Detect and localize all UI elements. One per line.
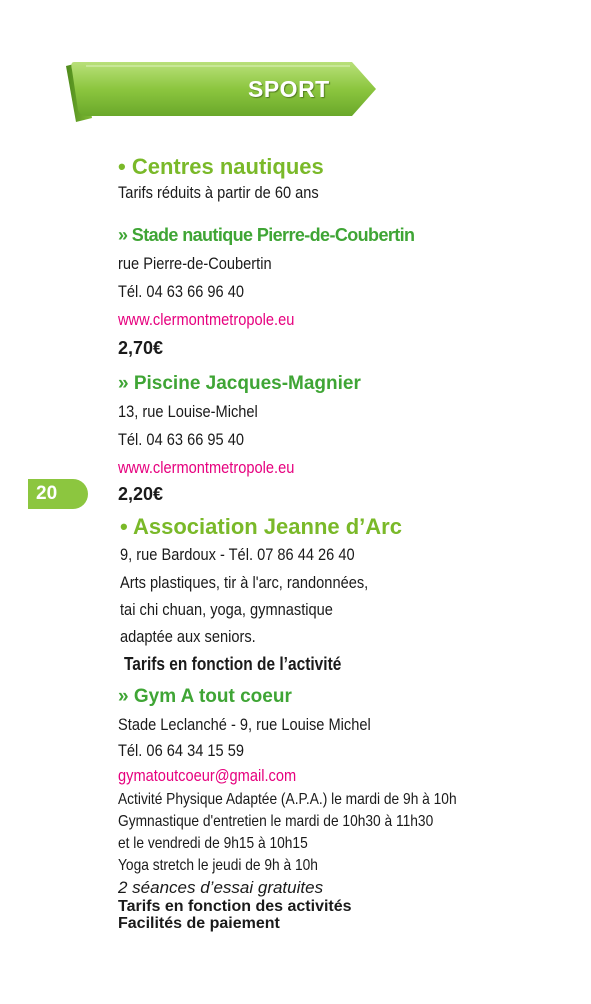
gym-schedule-line: Yoga stretch le jeudi de 9h à 10h bbox=[118, 857, 318, 874]
association-heading: • Association Jeanne d’Arc bbox=[120, 514, 402, 539]
gym-schedule-line: Activité Physique Adaptée (A.P.A.) le mardi de 9h à 10h bbox=[118, 791, 457, 808]
association-address: 9, rue Bardoux - Tél. 07 86 44 26 40 bbox=[120, 545, 355, 564]
association-activities-line: Arts plastiques, tir à l'arc, randonnées, bbox=[120, 573, 369, 592]
gym-phone: Tél. 06 64 34 15 59 bbox=[118, 741, 245, 760]
centres-nautiques-heading: • Centres nautiques bbox=[118, 154, 324, 179]
piscine-price: 2,20€ bbox=[118, 484, 164, 504]
stade-name: » Stade nautique Pierre-de-Coubertin bbox=[118, 225, 415, 245]
section-title: SPORT bbox=[248, 76, 330, 102]
association-activities-line: tai chi chuan, yoga, gymnastique bbox=[120, 600, 333, 619]
stade-phone: Tél. 04 63 66 96 40 bbox=[118, 282, 245, 301]
stade-price: 2,70€ bbox=[118, 338, 164, 358]
gym-schedule-line: Gymnastique d'entretien le mardi de 10h30 à 11h30 bbox=[118, 813, 434, 830]
gym-tarifs: Tarifs en fonction des activités bbox=[118, 898, 352, 915]
gym-paiement: Facilités de paiement bbox=[118, 915, 280, 932]
association-tarifs: Tarifs en fonction de l’activité bbox=[124, 654, 342, 674]
gym-name: » Gym A tout coeur bbox=[118, 686, 292, 707]
stade-address: rue Pierre-de-Coubertin bbox=[118, 254, 272, 273]
piscine-website-link[interactable]: www.clermontmetropole.eu bbox=[118, 458, 295, 477]
section-banner bbox=[62, 58, 378, 122]
gym-schedule-line: et le vendredi de 9h15 à 10h15 bbox=[118, 835, 308, 852]
gym-trial-sessions: 2 séances d’essai gratuites bbox=[118, 878, 324, 897]
page-number: 20 bbox=[36, 483, 58, 504]
stade-website-link[interactable]: www.clermontmetropole.eu bbox=[118, 310, 295, 329]
piscine-address: 13, rue Louise-Michel bbox=[118, 402, 258, 421]
piscine-phone: Tél. 04 63 66 95 40 bbox=[118, 430, 245, 449]
gym-email-link[interactable]: gymatoutcoeur@gmail.com bbox=[118, 766, 297, 785]
centres-nautiques-note: Tarifs réduits à partir de 60 ans bbox=[118, 183, 319, 202]
piscine-name: » Piscine Jacques-Magnier bbox=[118, 373, 361, 394]
gym-address: Stade Leclanché - 9, rue Louise Michel bbox=[118, 715, 371, 734]
association-activities-line: adaptée aux seniors. bbox=[120, 627, 256, 646]
